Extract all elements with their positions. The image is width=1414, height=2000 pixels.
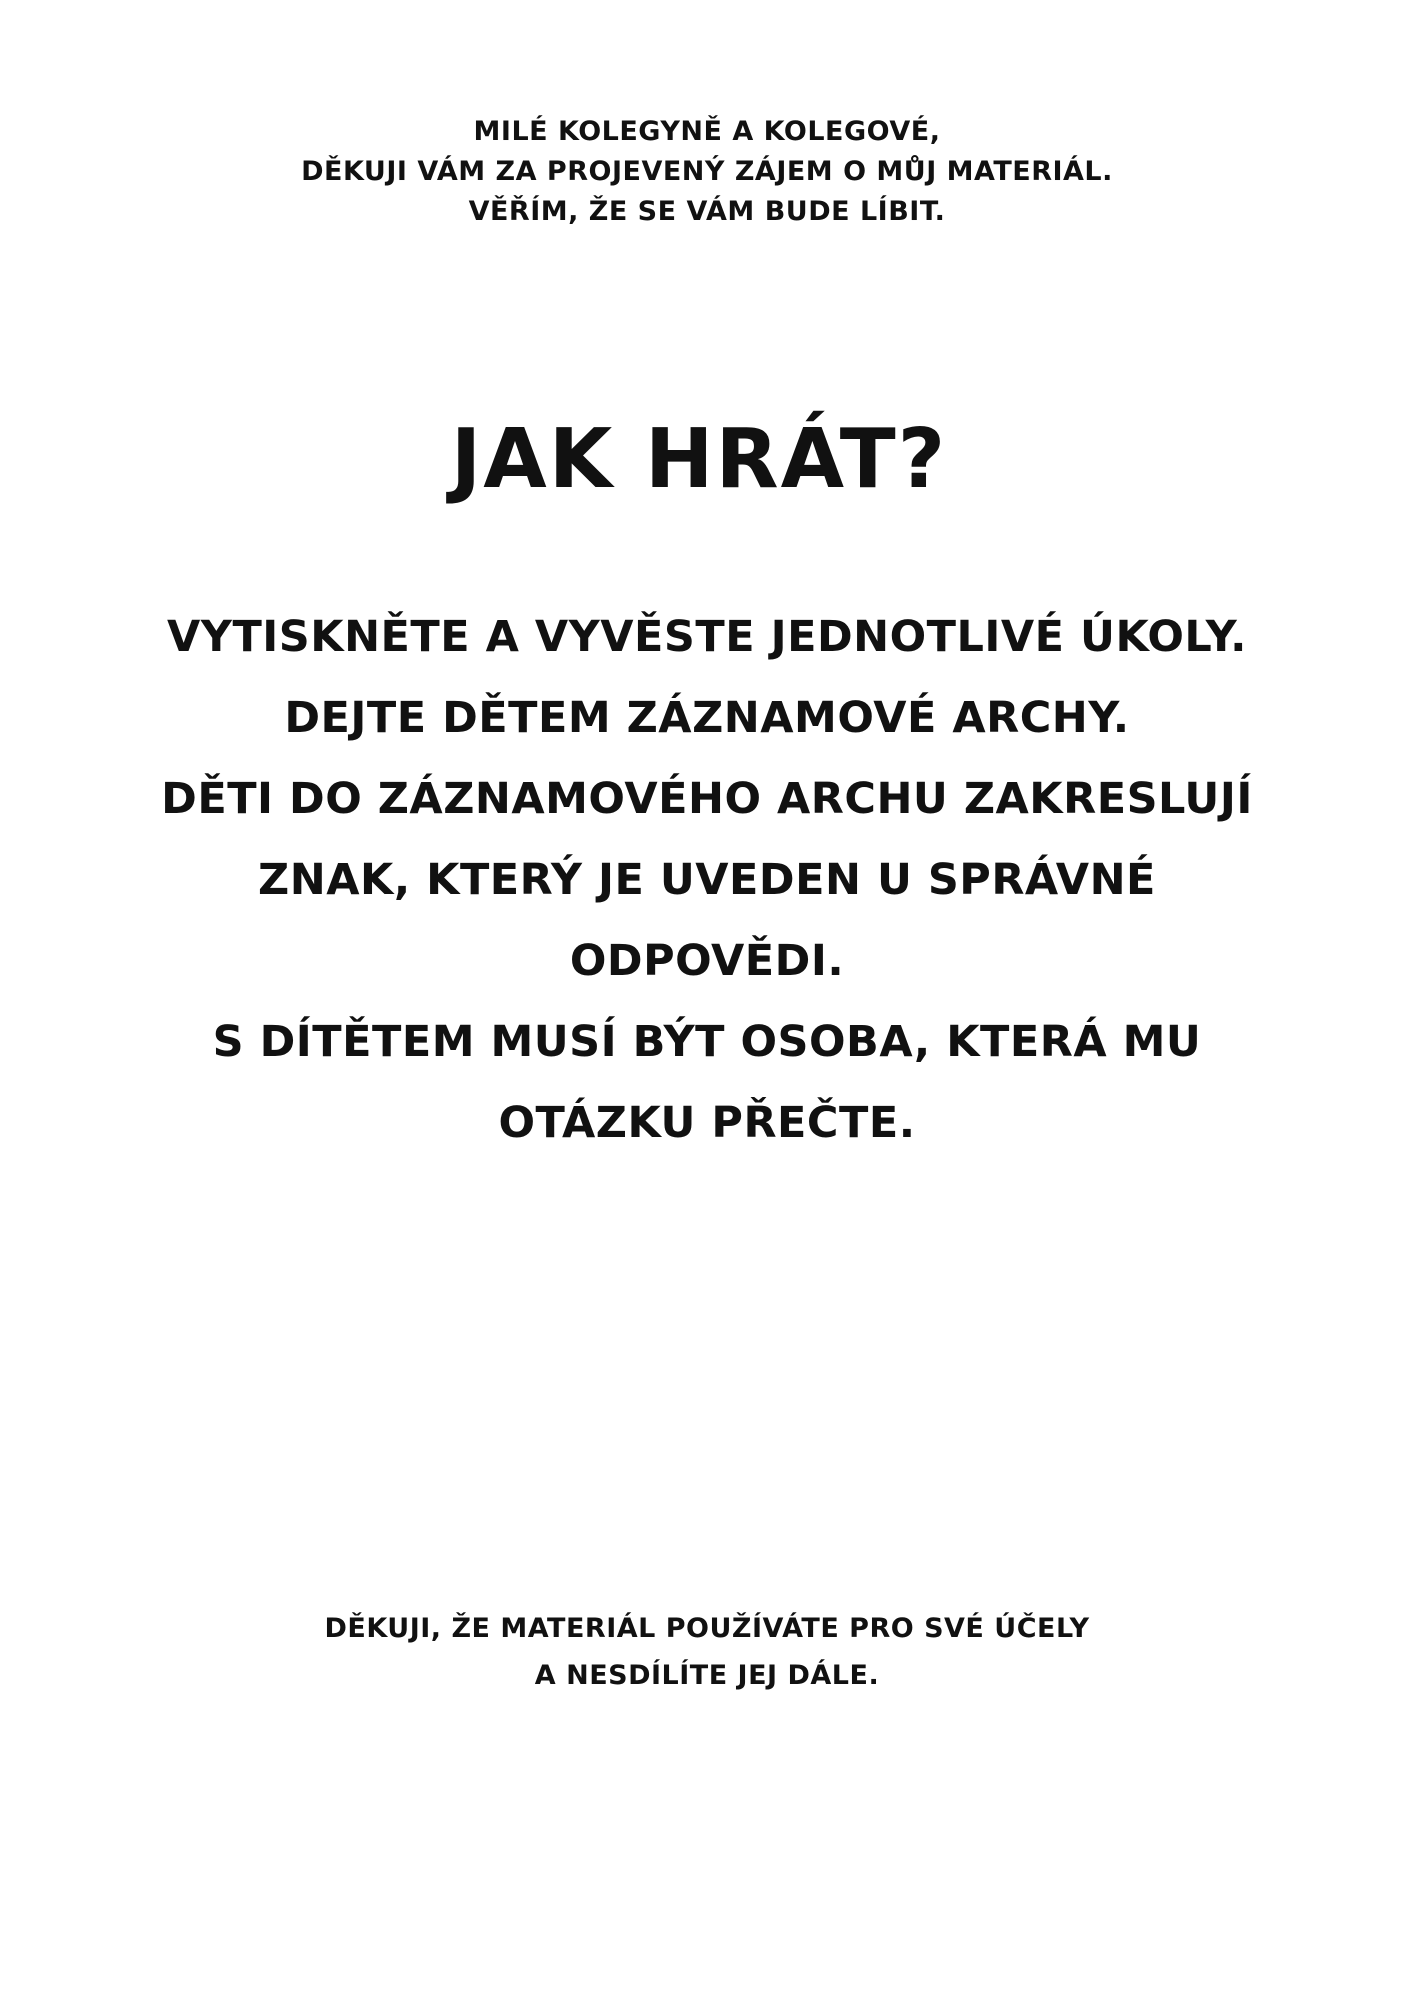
intro-line: MILÉ KOLEGYNĚ A KOLEGOVÉ, [473,116,941,147]
instruction-line: VYTISKNĚTE A VYVĚSTE JEDNOTLIVÉ ÚKOLY. [167,612,1247,662]
instructions [0,597,1414,1164]
page-title: JAK HRÁT? [450,412,948,507]
closing-note [0,1605,1414,1699]
closing-line: A NESDÍLÍTE JEJ DÁLE. [534,1660,880,1691]
instruction-line: DĚTI DO ZÁZNAMOVÉHO ARCHU ZAKRESLUJÍ [161,774,1253,824]
instruction-line: S DÍTĚTEM MUSÍ BÝT OSOBA, KTERÁ MU [212,1017,1202,1067]
instruction-line: ZNAK, KTERÝ JE UVEDEN U SPRÁVNÉ [258,855,1156,905]
intro-greeting [0,112,1414,232]
closing-line: DĚKUJI, ŽE MATERIÁL POUŽÍVÁTE PRO SVÉ ÚČELY [324,1613,1090,1644]
intro-line: VĚŘÍM, ŽE SE VÁM BUDE LÍBIT. [468,196,946,227]
instruction-line: DEJTE DĚTEM ZÁZNAMOVÉ ARCHY. [284,693,1130,743]
instruction-line: ODPOVĚDI. [569,936,845,986]
intro-line: DĚKUJI VÁM ZA PROJEVENÝ ZÁJEM O MŮJ MATERIÁL. [301,156,1113,187]
instruction-line: OTÁZKU PŘEČTE. [498,1098,916,1148]
